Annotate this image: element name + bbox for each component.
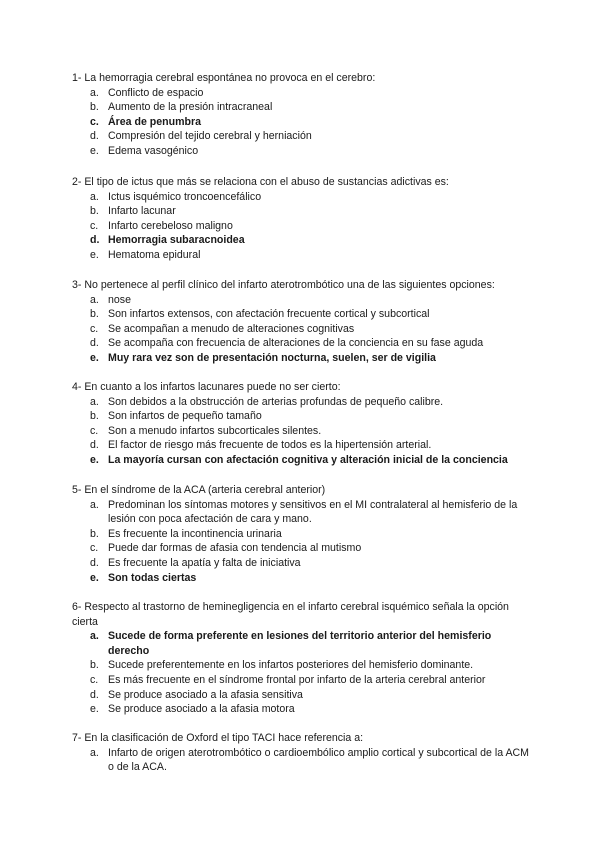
question-2 [72, 175, 532, 263]
option-text: Es más frecuente en el síndrome frontal por infarto de la arteria cerebral anterior [108, 673, 486, 686]
option-a [72, 190, 532, 205]
option-b [72, 409, 532, 424]
option-list [72, 86, 532, 159]
option-text: Hematoma epidural [108, 248, 201, 261]
question-text: 3- No pertenece al perfil clínico del infarto aterotrombótico una de las siguientes opciones: [72, 279, 495, 291]
option-letter: c. [90, 115, 99, 128]
option-text: Edema vasogénico [108, 144, 199, 157]
option-letter: a. [90, 395, 99, 408]
option-a [72, 293, 532, 308]
option-text: Aumento de la presión intracraneal [108, 101, 273, 114]
option-text: Es frecuente la apatía y falta de iniciativa [108, 556, 301, 569]
option-letter: c. [90, 673, 99, 686]
option-b [72, 204, 532, 219]
option-letter: a. [90, 293, 99, 306]
option-letter: a. [90, 498, 99, 511]
question-6 [72, 600, 532, 717]
option-text: Sucede de forma preferente en lesiones del territorio anterior del hemisferio derecho [108, 630, 492, 657]
option-text: Predominan los síntomas motores y sensitivos en el MI contralateral al hemisferio de la lesión con poca afectación de cara y mano. [108, 498, 518, 526]
option-letter: b. [90, 101, 99, 114]
option-text: Se acompañan a menudo de alteraciones cognitivas [108, 322, 355, 335]
option-text: Compresión del tejido cerebral y herniación [108, 130, 312, 143]
option-text: Son infartos de pequeño tamaño [108, 410, 262, 423]
option-text: Muy rara vez son de presentación nocturna, suelen, ser de vigilia [108, 351, 436, 364]
option-letter: d. [90, 439, 99, 452]
option-e-answer [72, 453, 532, 468]
option-letter: c. [90, 424, 99, 437]
question-3 [72, 278, 532, 366]
option-letter: e. [90, 144, 99, 157]
option-list [72, 629, 532, 717]
option-e [72, 702, 532, 717]
option-d [72, 556, 532, 571]
option-letter: a. [90, 746, 99, 759]
question-text: 5- En el síndrome de la ACA (arteria cerebral anterior) [72, 484, 326, 496]
option-text: La mayoría cursan con afectación cognitiva y alteración inicial de la conciencia [108, 453, 508, 466]
option-c [72, 541, 532, 556]
option-letter: b. [90, 205, 99, 218]
option-e-answer [72, 351, 532, 366]
option-e-answer [72, 571, 532, 586]
option-text: nose [108, 293, 131, 306]
question-text: 2- El tipo de ictus que más se relaciona con el abuso de sustancias adictivas es: [72, 176, 449, 188]
option-d [72, 129, 532, 144]
question-4 [72, 380, 532, 468]
option-letter: e. [90, 351, 99, 364]
question-text: 4- En cuanto a los infartos lacunares puede no ser cierto: [72, 381, 341, 393]
option-letter: d. [90, 556, 99, 569]
option-text: Son debidos a la obstrucción de arterias profundas de pequeño calibre. [108, 395, 444, 408]
option-text: Puede dar formas de afasia con tendencia al mutismo [108, 542, 362, 555]
option-text: El factor de riesgo más frecuente de todos es la hipertensión arterial. [108, 439, 432, 452]
option-text: Infarto cerebeloso maligno [108, 219, 233, 232]
option-letter: d. [90, 688, 99, 701]
option-text: Son infartos extensos, con afectación frecuente cortical y subcortical [108, 308, 430, 321]
option-c [72, 219, 532, 234]
option-list [72, 395, 532, 468]
option-c-answer [72, 115, 532, 130]
option-text: Se produce asociado a la afasia motora [108, 703, 295, 716]
option-letter: e. [90, 248, 99, 261]
option-text: Infarto lacunar [108, 205, 176, 218]
option-b [72, 307, 532, 322]
option-d [72, 438, 532, 453]
option-text: Área de penumbra [108, 115, 202, 128]
option-letter: a. [90, 86, 99, 99]
option-d [72, 336, 532, 351]
option-b [72, 100, 532, 115]
option-letter: e. [90, 703, 99, 716]
option-text: Sucede preferentemente en los infartos posteriores del hemisferio dominante. [108, 659, 474, 672]
option-text: Se acompaña con frecuencia de alteraciones de la conciencia en su fase aguda [108, 337, 484, 350]
option-list [72, 498, 532, 586]
question-5 [72, 483, 532, 585]
question-7 [72, 731, 532, 775]
question-text: 1- La hemorragia cerebral espontánea no provoca en el cerebro: [72, 72, 376, 84]
option-text: Son todas ciertas [108, 571, 197, 584]
option-text: Es frecuente la incontinencia urinaria [108, 527, 282, 540]
question-1 [72, 71, 532, 159]
option-letter: d. [90, 130, 99, 143]
option-a [72, 746, 532, 775]
option-letter: e. [90, 571, 99, 584]
option-b [72, 658, 532, 673]
option-letter: c. [90, 219, 99, 232]
option-text: Hemorragia subaracnoidea [108, 234, 245, 247]
option-a-answer [72, 629, 532, 658]
option-b [72, 527, 532, 542]
option-c [72, 673, 532, 688]
question-text: 7- En la clasificación de Oxford el tipo TACI hace referencia a: [72, 732, 364, 744]
option-c [72, 322, 532, 337]
option-letter: c. [90, 542, 99, 555]
option-letter: d. [90, 234, 100, 247]
option-d-answer [72, 233, 532, 248]
option-letter: b. [90, 308, 99, 321]
option-e [72, 144, 532, 159]
option-letter: c. [90, 322, 99, 335]
option-text: Infarto de origen aterotrombótico o cardioembólico amplio cortical y subcortical de la ACM o de la ACA. [108, 746, 530, 774]
option-letter: e. [90, 453, 99, 466]
option-letter: b. [90, 527, 99, 540]
option-text: Son a menudo infartos subcorticales silentes. [108, 424, 322, 437]
question-text: 6- Respecto al trastorno de heminegligencia en el infarto cerebral isquémico señala la opción cierta [72, 601, 509, 628]
option-text: Conflicto de espacio [108, 86, 204, 99]
option-a [72, 395, 532, 410]
option-list [72, 746, 532, 775]
option-list [72, 190, 532, 263]
option-letter: b. [90, 659, 99, 672]
option-letter: a. [90, 630, 99, 643]
option-a [72, 498, 532, 527]
option-a [72, 86, 532, 101]
option-c [72, 424, 532, 439]
option-letter: b. [90, 410, 99, 423]
option-d [72, 688, 532, 703]
option-list [72, 293, 532, 366]
option-letter: d. [90, 337, 99, 350]
option-letter: a. [90, 190, 99, 203]
option-text: Ictus isquémico troncoencefálico [108, 190, 262, 203]
option-e [72, 248, 532, 263]
option-text: Se produce asociado a la afasia sensitiva [108, 688, 303, 701]
